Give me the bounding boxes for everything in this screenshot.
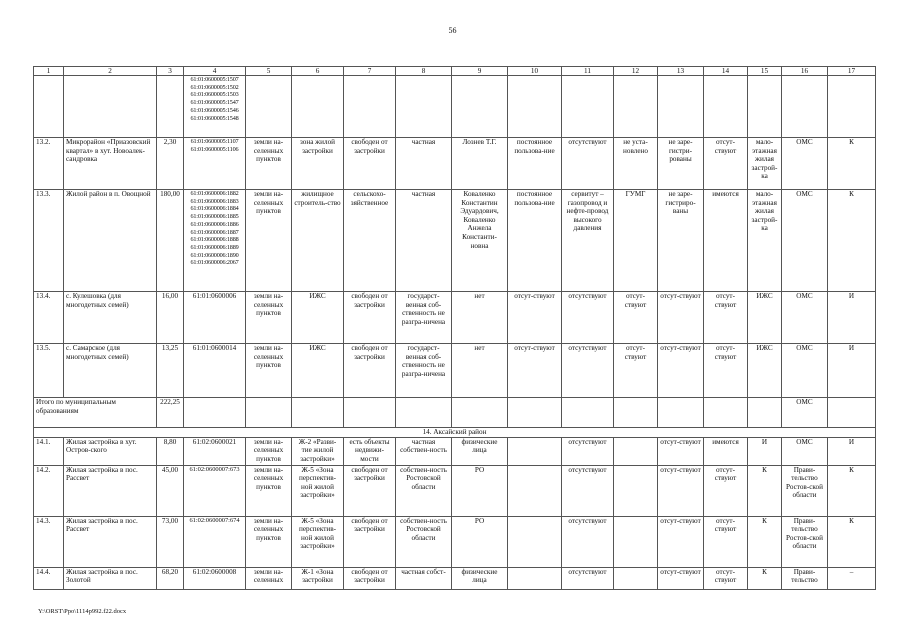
col-17: К — [828, 465, 876, 516]
col-14: имеются — [704, 190, 748, 292]
col-12 — [614, 516, 658, 567]
row-number: 14.2. — [34, 465, 64, 516]
col-11: отсутствуют — [562, 516, 614, 567]
area: 8,80 — [157, 437, 184, 465]
zone: Ж-1 «Зона застройки — [292, 567, 344, 589]
col-12 — [614, 567, 658, 589]
col-12 — [614, 437, 658, 465]
total-label: Итого по муниципальным образованиям — [34, 398, 157, 428]
col-14: отсут-ствуют — [704, 344, 748, 398]
col-11: отсутствуют — [562, 465, 614, 516]
col-number: 2 — [64, 67, 157, 76]
col-11: отсутствуют — [562, 138, 614, 190]
area: 13,25 — [157, 344, 184, 398]
ownership: собствен-ность Ростовской области — [396, 516, 452, 567]
row-number: 14.4. — [34, 567, 64, 589]
row-number: 13.5. — [34, 344, 64, 398]
col-number: 11 — [562, 67, 614, 76]
holder: физические лица — [452, 567, 508, 589]
col-11: сервитут – газопровод и нефте-провод высокого давления — [562, 190, 614, 292]
encumbrance: свободен от застройки — [344, 516, 396, 567]
zone: ИЖС — [292, 344, 344, 398]
plot-name: Жилой район в п. Овощной — [64, 190, 157, 292]
plot-name: Жилая застройка в пос. Золотой — [64, 567, 157, 589]
ownership: государст-венная соб-ственность не разгра-ничена — [396, 344, 452, 398]
col-number: 12 — [614, 67, 658, 76]
plot-name: Микрорайон «Приазовский квартал» в хут. Новоалек-сандровка — [64, 138, 157, 190]
col-number: 3 — [157, 67, 184, 76]
holder: Коваленко Константин Эдуардович, Коваленко Анжела Константи-новна — [452, 190, 508, 292]
land-category: земли на-селенных — [246, 567, 292, 589]
col-11: отсутствуют — [562, 344, 614, 398]
cadastral-codes: 61:01:0600006:1882 61:01:0600006:1883 61:01:0600006:1884 61:01:0600006:1885 61:01:0600006:1886 61:01:0600006:1887 61:01:0600006:1888 61:01:0600006:1889 61:01:0600006:1890 61:01:0600006:2067 — [184, 190, 246, 292]
col-17: К — [828, 138, 876, 190]
col-14: имеются — [704, 437, 748, 465]
section-title: 14. Аксайский район — [34, 428, 876, 438]
col-13: отсут-ствуют — [658, 437, 704, 465]
use-right: постоянное пользова-ние — [508, 138, 562, 190]
plot-name: Жилая застройка в хут. Остров-ского — [64, 437, 157, 465]
col-12 — [614, 465, 658, 516]
cadastral-code: 61:02:0600007:674 — [184, 516, 246, 567]
plot-name: с. Кулешовка (для многодетных семей) — [64, 292, 157, 344]
col-15: ИЖС — [748, 292, 782, 344]
land-category: земли на-селенных пунктов — [246, 138, 292, 190]
col-17: И — [828, 344, 876, 398]
col-number: 9 — [452, 67, 508, 76]
col-16: ОМС — [782, 138, 828, 190]
holder: нет — [452, 344, 508, 398]
col-17: – — [828, 567, 876, 589]
col-16: Прави-тельство — [782, 567, 828, 589]
plot-name: с. Самарское (для многодетных семей) — [64, 344, 157, 398]
ownership: собствен-ность Ростовской области — [396, 465, 452, 516]
encumbrance: свободен от застройки — [344, 567, 396, 589]
use-right — [508, 437, 562, 465]
use-right — [508, 465, 562, 516]
col-13: отсут-ствуют — [658, 292, 704, 344]
col-15: К — [748, 465, 782, 516]
use-right — [508, 567, 562, 589]
col-12: отсут-ствуют — [614, 344, 658, 398]
zone: Ж-5 «Зона перспектив-ной жилой застройки» — [292, 516, 344, 567]
col-15: И — [748, 437, 782, 465]
holder: Лознев Т.Г. — [452, 138, 508, 190]
col-11: отсутствуют — [562, 437, 614, 465]
col-17: И — [828, 292, 876, 344]
land-category: земли на-селенных пунктов — [246, 516, 292, 567]
land-category: земли на-селенных пунктов — [246, 344, 292, 398]
col-number: 15 — [748, 67, 782, 76]
col-15: мало-этажная жилая застрой-ка — [748, 190, 782, 292]
cadastral-codes: 61:01:0600005:1107 61:01:0600005:1106 — [184, 138, 246, 190]
table-row — [34, 344, 876, 398]
col-number: 6 — [292, 67, 344, 76]
land-category: земли на-селенных пунктов — [246, 465, 292, 516]
cadastral-code: 61:02:0600021 — [184, 437, 246, 465]
col-number: 16 — [782, 67, 828, 76]
use-right: постоянное пользова-ние — [508, 190, 562, 292]
row-number: 14.1. — [34, 437, 64, 465]
col-15: К — [748, 567, 782, 589]
column-numbers-row — [34, 67, 876, 76]
area: 16,00 — [157, 292, 184, 344]
section-row — [34, 428, 876, 438]
area: 2,30 — [157, 138, 184, 190]
area: 73,00 — [157, 516, 184, 567]
page-number: 56 — [448, 26, 457, 35]
encumbrance: сельскохо-зяйственное — [344, 190, 396, 292]
land-category: земли на-селенных пунктов — [246, 190, 292, 292]
total-row — [34, 398, 876, 428]
col-14: отсут-ствуют — [704, 567, 748, 589]
col-number: 8 — [396, 67, 452, 76]
col-13: не заре-гистриро-ваны — [658, 190, 704, 292]
table-row — [34, 437, 876, 465]
col-13: не заре-гистри-рованы — [658, 138, 704, 190]
encumbrance: свободен от застройки — [344, 465, 396, 516]
table-row — [34, 138, 876, 190]
zone: жилищное строитель-ство — [292, 190, 344, 292]
zone: Ж-5 «Зона перспектив-ной жилой застройки» — [292, 465, 344, 516]
col-15: К — [748, 516, 782, 567]
ownership: частная собст- — [396, 567, 452, 589]
area: 68,20 — [157, 567, 184, 589]
total-col-16: ОМС — [782, 398, 828, 428]
row-number: 13.2. — [34, 138, 64, 190]
file-path-footer: Y:\ORST\Ppo\1114p992.f22.docx — [38, 608, 127, 615]
zone: ИЖС — [292, 292, 344, 344]
plot-name: Жилая застройка в пос. Рассвет — [64, 465, 157, 516]
zone: зона жилой застройки — [292, 138, 344, 190]
table-row — [34, 190, 876, 292]
col-13: отсут-ствуют — [658, 567, 704, 589]
total-area: 222,25 — [157, 398, 184, 428]
col-number: 7 — [344, 67, 396, 76]
table-row — [34, 76, 876, 138]
col-11: отсутствуют — [562, 292, 614, 344]
col-16: Прави-тельство Ростов-ской области — [782, 516, 828, 567]
col-17: И — [828, 437, 876, 465]
col-12: не уста-новлено — [614, 138, 658, 190]
use-right — [508, 516, 562, 567]
encumbrance: свободен от застройки — [344, 292, 396, 344]
holder: РО — [452, 516, 508, 567]
col-11: отсутствуют — [562, 567, 614, 589]
col-16: Прави-тельство Ростов-ской области — [782, 465, 828, 516]
row-number: 13.3. — [34, 190, 64, 292]
col-13: отсут-ствуют — [658, 465, 704, 516]
col-16: ОМС — [782, 344, 828, 398]
encumbrance: есть объекты недвижи-мости — [344, 437, 396, 465]
col-13: отсут-ствуют — [658, 344, 704, 398]
cadastral-code: 61:02:0600008 — [184, 567, 246, 589]
land-category: земли на-селенных пунктов — [246, 437, 292, 465]
col-16: ОМС — [782, 292, 828, 344]
col-16: ОМС — [782, 437, 828, 465]
zone: Ж-2 «Разви-тие жилой застройки» — [292, 437, 344, 465]
col-13: отсут-ствуют — [658, 516, 704, 567]
use-right: отсут-ствуют — [508, 292, 562, 344]
holder: нет — [452, 292, 508, 344]
row-number: 14.3. — [34, 516, 64, 567]
col-number: 13 — [658, 67, 704, 76]
col-17: К — [828, 190, 876, 292]
holder: РО — [452, 465, 508, 516]
cadastral-code: 61:02:0600007:673 — [184, 465, 246, 516]
col-number: 17 — [828, 67, 876, 76]
cadastral-code: 61:01:0600014 — [184, 344, 246, 398]
use-right: отсут-ствуют — [508, 344, 562, 398]
col-12: ГУМГ — [614, 190, 658, 292]
ownership: частная — [396, 138, 452, 190]
col-number: 5 — [246, 67, 292, 76]
encumbrance: свободен от застройки — [344, 138, 396, 190]
cadastral-code: 61:01:0600006 — [184, 292, 246, 344]
col-15: мало-этажная жилая застрой-ка — [748, 138, 782, 190]
col-15: ИЖС — [748, 344, 782, 398]
col-14: отсут-ствуют — [704, 516, 748, 567]
col-14: отсут-ствуют — [704, 465, 748, 516]
ownership: государст-венная соб-ственность не разгра-ничена — [396, 292, 452, 344]
land-category: земли на-селенных пунктов — [246, 292, 292, 344]
area: 180,00 — [157, 190, 184, 292]
table-row — [34, 567, 876, 589]
land-plots-table — [33, 66, 876, 590]
col-number: 4 — [184, 67, 246, 76]
row-number: 13.4. — [34, 292, 64, 344]
table-row — [34, 292, 876, 344]
ownership: частная — [396, 190, 452, 292]
encumbrance: свободен от застройки — [344, 344, 396, 398]
area: 45,00 — [157, 465, 184, 516]
col-14: отсут-ствуют — [704, 292, 748, 344]
col-number: 10 — [508, 67, 562, 76]
col-14: отсут-ствуют — [704, 138, 748, 190]
col-number: 14 — [704, 67, 748, 76]
col-16: ОМС — [782, 190, 828, 292]
table-row — [34, 465, 876, 516]
col-17: К — [828, 516, 876, 567]
table-row — [34, 516, 876, 567]
plot-name: Жилая застройка в пос. Рассвет — [64, 516, 157, 567]
cadastral-codes: 61:01:0600005:1507 61:01:0600005:1502 61:01:0600005:1503 61:01:0600005:1547 61:01:0600005:1546 61:01:0600005:1548 — [184, 76, 246, 138]
ownership: частная собствен-ность — [396, 437, 452, 465]
holder: физические лица — [452, 437, 508, 465]
col-number: 1 — [34, 67, 64, 76]
col-12: отсут-ствуют — [614, 292, 658, 344]
